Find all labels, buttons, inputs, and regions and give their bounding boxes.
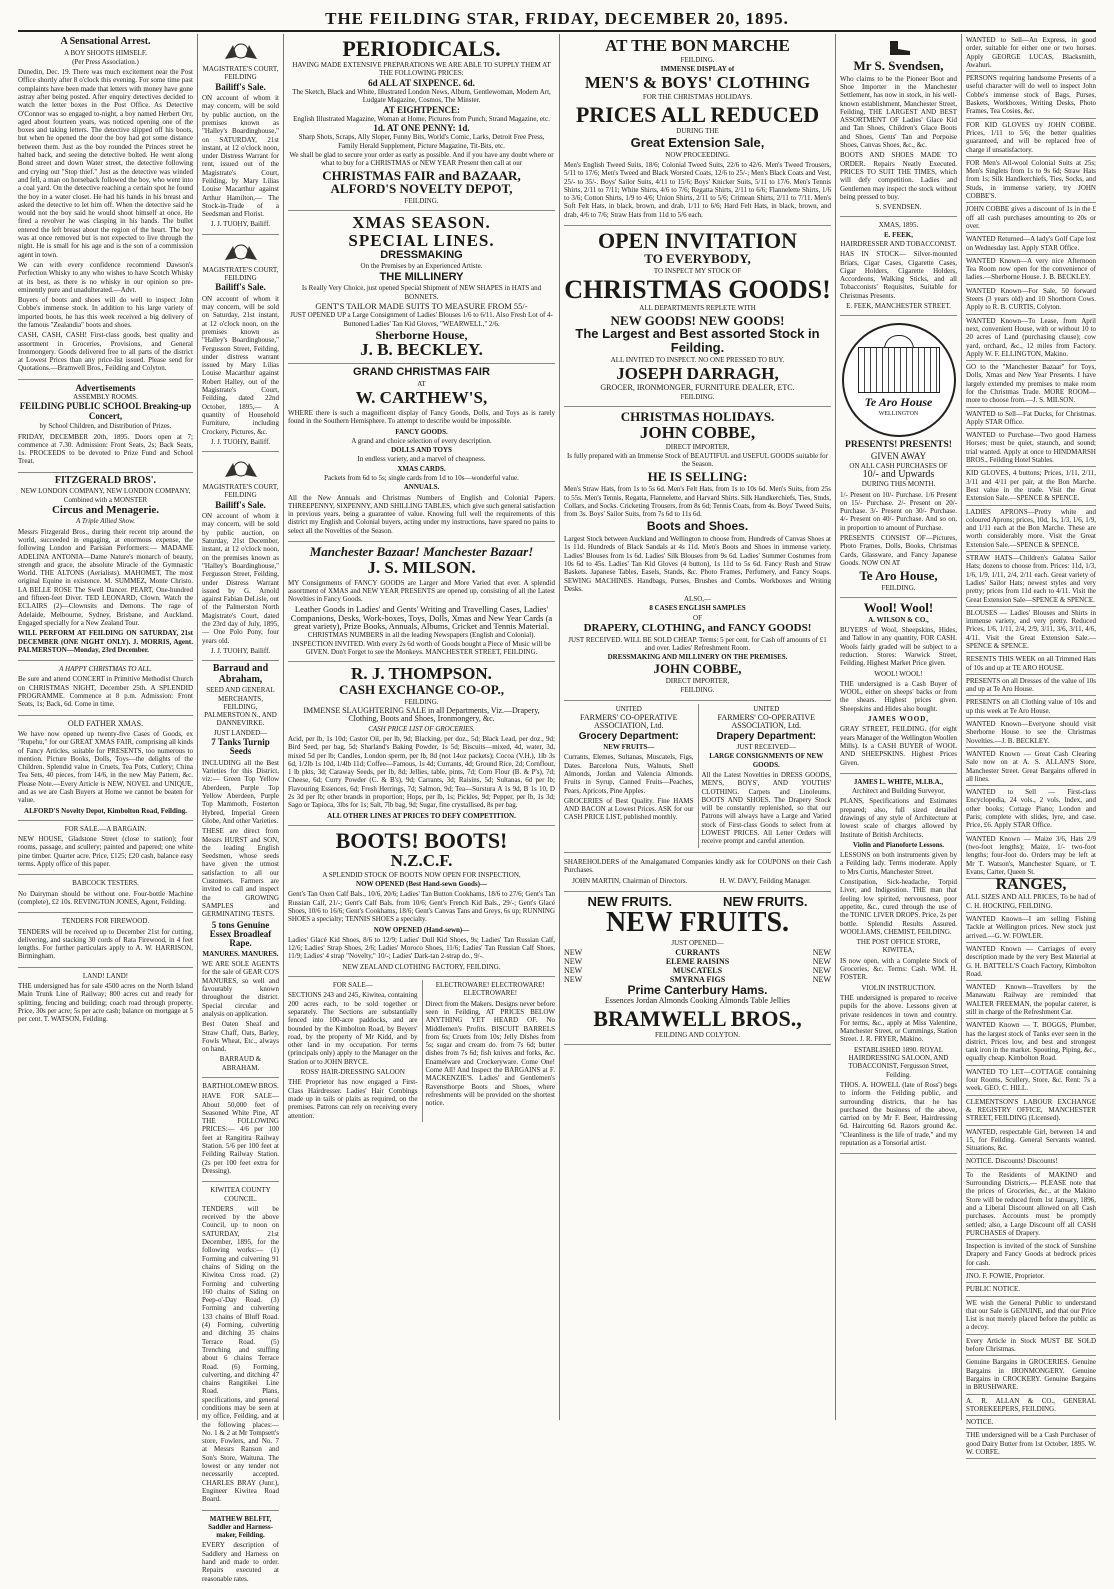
bon-town: FEILDING. [680,55,715,64]
beckley-name: J. B. BECKLEY. [360,340,483,360]
boots-body: Largest Stock between Auckland and Wellington to choose from. Hundreds of Canvas Shoes at 1s 11d. Hundreds of Black Sandals at 4s 11d. Men's Boots and Shoes in immense variety. Ladies' Blouses from 1s 6d. Ladies' Silk Blouses from 9s 6d. Ladies' Summer Costumes from 10s 6d to 45s. Ladies' Tan Kid Gloves (4 button), 1s 11d to 5s 6d. Fancy Rush and Straw Baskets. Japanese Tables, Easels, Stands, &c. Photo Frames, Perfumery, and Fancy Soaps. SEWING MACHINES. Handbags, Purses, Brushes and Combs. Workboxes and Writing Desks. [564,535,831,593]
dolls-toys: DOLLS AND TOYS [391,446,452,455]
prices-reduced: PRICES ALL REDUCED [575,101,820,127]
periodicals-glad: We shall be glad to secure your order as early as possible. And if you have any doubt where or what to buy for a CHRISTMAS or NEW YEAR Present then call at our [289,151,554,168]
classified-ad: KID GLOVES, 4 buttons; Prices, 1/11, 2/11, 3/11 and 4/11 per pair, at the Bon Marche. Best value in the trade. Visit the Great Extension Sale.—SPENCE & SPENCE. [966,467,1096,505]
john-martin: JOHN MARTIN, Chairman of Directors. [572,877,688,886]
xmas-fair: CHRISTMAS FAIR and BAZAAR, [322,167,521,183]
fitzgerald-tag: A Triple Allied Show. [75,517,136,526]
svendsen-sign: S. SVENDSEN. [875,203,922,212]
cash-exchange: CASH EXCHANGE CO-OP., [339,682,504,698]
dolls-sub: In endless variety, and a marvel of cheapness. [357,455,486,464]
cards-sub: Packets from 6d to 5s; single cards from 1d to 10s—wonderful value. [324,474,519,482]
sale-1: ON account of whom it may concern, will be sold by public auction, on the premises known as "Halley's Boardinghouse," on SATURDAY, 21st instant, at 12 o'clock noon, under Distress Warrant for rent, issued out of the Magistrate's Court, Feilding, by Mary Lilias Louise Macarthur against Arthur Hamilton,— The Stock-in-Trade of a Seedsman and Florist. [202,94,279,219]
wool-body: THE undersigned is a Cash Buyer of WOOL, either on sheeps' backs or from the shears. Highest prices given. Sheepskins and Hides also bought. [840,679,957,713]
fitzgerald-date: WILL PERFORM AT FEILDING ON SATURDAY, 21st DECEMBER (ONE NIGHT ONLY). J. MORRIS, Agent. PALMERSTON—Monday, 23rd December. [18,629,193,654]
also: ALSO,— [683,595,712,604]
saddler-body: EVERY description of Saddlery and Harness on hand and made to order. Repairs executed at reasonable rates. [202,1541,279,1583]
column-2 [198,34,284,1583]
sign-3: J. J. TUOHY, Bailiff. [210,646,271,655]
classified-ad: LADIES APRONS—Pretty white and coloured Aprons; prices, 10d, 1s, 1/3, 1/6, 1/9, and 1/11 each at the Bon Marche. These are worth considerably more. Visit the Great Extension Sale.—SPENCE & SPENCE. [966,506,1096,552]
bottom-split [288,977,555,1122]
oaten-body: Best Oaten Sheaf and Straw Chaff, Oats, Barley, Fowls Wheat, Etc., always on hand. [202,1020,279,1054]
direct-importer-2: DIRECT IMPORTER, [665,677,730,686]
classified-ad: PRESENTS on all Dresses of the value of 10s and up at Te Aro House. [966,675,1096,697]
drapery-clothing: DRAPERY, CLOTHING, and FANCY GOODS! [583,622,812,635]
xmas-1895: XMAS, 1895. [878,221,919,230]
classified-ad: WANTED Known—A very nice Afternoon Tea Room now open for the convenience of ladies.—Sherborne House. J. B. BECKLEY. [966,255,1096,285]
just-received-2: JUST RECEIVED— [736,743,796,752]
classified-ad: FOR KID GLOVES try JOHN COBBE. Prices, 1/11 to 5/6; the better qualities guaranteed, and will be replaced free of charge if unsatisfactory. [966,119,1096,157]
advertisements-head: Advertisements [75,382,136,393]
classified-ads [966,34,1096,1459]
special-lines: SPECIAL LINES. [348,231,495,251]
milson-numbers: CHRISTMAS NUMBERS in all the leading Newspapers (English and Colonial). INSPECTION INVITED. With every 2s 6d worth of Goods bought a Piece of Music will be GIVEN. Don't Forget to see the Monkeys. MANCHESTER STREET, FEILDING. [292,631,551,656]
carthew-body: WHERE there is such a magnificent display of Fancy Goods, Dolls, and Toys as is rarely found in the Southern Hemisphere. To attempt to describe would be impossible. [288,408,555,426]
classified-ad: WANTED Known — Great Cash Clearing Sale now on at A. S. ALLAN'S Store, Manchester Street. Great Bargains offered in all lines. [966,748,1096,786]
of: OF [693,613,702,622]
dressmaking-sub: On the Premises by an Experienced Artiste. [360,262,483,271]
fruit-row-eleme: NEW ELEME RAISINS NEW [564,956,831,966]
svendsen-body: Who claims to be the Pioneer Boot and Shoe Importer in the Manchester Settlement, has now in stock, in his well-known establishment, Manchester Street, Feilding, THE LARGEST AND BEST ASSORTMENT OF Ladies' Glace Kid and Tan Shoes, Children's Glace Boots and Shoes, Gents' Tan and Porpoise Shoes, Canvas Shoes, &c., &c. [840,74,957,150]
barraud-sub: SEED AND GENERAL MERCHANTS, FEILDING, PALMERSTON N., AND DANNEVIRKE. [204,686,277,728]
svendsen-name: Mr S. Svendsen, [853,58,944,73]
boot-icon [884,39,914,57]
column-1 [14,34,198,1420]
te-aro-house-logo: Te Aro House WELLINGTON [842,323,956,437]
slaughter-sale: IMMENSE SLAUGHTERING SALE in all Departments, Viz.—Drapery, Clothing, Boots and Shoes, Ironmongery, &c. [303,706,540,724]
classified-ad: PUBLIC NOTICE. [966,1283,1096,1296]
feek-name: E. FEEK, [884,230,913,239]
masthead: THE FEILDING STAR, FRIDAY, DECEMBER 20, 1895. [18,8,1096,32]
penny-body: Sharp Shots, Scraps, Ally Sloper, Funny Bits, World's Comic, Larks, Detroit Free Press, Family Herald Supplement, Picture Magazine, Tit-Bits, etc. [298,133,545,150]
classified-ad: PERSONS requiring handsome Presents of a useful character will do well to inspect John Cobbe's immense stock of Bags, Purses, Baskets, Workboxes, Writing Desks, Photo Frames, Tea Cosies, &c. [966,72,1096,118]
classified-ad: To the Residents of MAKINO and Surrounding Districts,— PLEASE note that the prices of Groceries, &c., at the Makino Store will be reduced from 1st January, 1896, and a Liberal Discount allowed on all Cash purchases. Accounts must be promptly settled; also, a Large Discount off all CASH PURCHASES of Drapery. [966,1169,1096,1240]
just-opened: JUST OPENED UP a Large Consignment of Ladies' Blouses 1/6 to 6/11. Also Fresh Lot of 4-Buttoned Ladies' Tan Kid Gloves, "WEARWELL," 2/6. [290,311,553,328]
periodicals-intro: HAVING MADE EXTENSIVE PREPARATIONS WE ARE ABLE TO SUPPLY THEM AT THE FOLLOWING PRICES: [292,61,551,78]
penny-head: 1d. AT ONE PENNY: 1d. [373,123,470,134]
classified-ad: FOR Men's All-wool Colonial Suits at 25s; Men's Singlets from 1s to 9s 6d; Straw Hats from 1s; Silk Handkerchiefs, Ties, Socks, and Studs, in immense variety, try JOHN COBBE'S. [966,157,1096,203]
royal-body: THOS. A. HOWELL (late of Ross') begs to inform the Feilding public, and surrounding districts, that he has purchased the business of the above, carried on by Mr F. Beer, Hairdressing 6d. Haircutting 6d. Razors ground &c. "Cleanliness is the life of trade," and my reputation as a Tonsorial artist. [840,1080,957,1147]
wool-head-2: WOOL! WOOL! [874,669,923,678]
selling-list: Men's Straw Hats, from 1s to 5s 6d. Men's Felt Hats, from 1s to 10s 6d. Men's Suits, from 25s to 55s. Men's Tennis, Regatta, Flannelette, and Harvard Shirts. Silk Handkerchiefs, Ties, Studs, Collars, and Socks. Cricketing Trousers, from 8s 6d; Tennis Coats, from 4s. Boys' Tweed Suits, from 3s. Boys' Sailor Suits, from 7s 6d to 11s 6d. [564,485,831,519]
rape-head: 5 tons Genuine Essex Broadleaf Rape. [209,919,272,949]
court-head-3: MAGISTRATE'S COURT, FEILDING [202,483,279,500]
turnip-head: 7 Tanks Turnip Seeds [211,737,270,757]
cobbe-name: JOHN COBBE, [639,422,756,442]
te-aro-town: FEILDING. [881,583,916,592]
millinery-head: THE MILLINERY [379,270,464,283]
for-xmas: FOR THE CHRISTMAS HOLIDAYS. [642,93,753,102]
fruit-row-muscatels: NEW MUSCATELS NEW [564,965,831,975]
sections-forsale: FOR SALE— [332,981,373,990]
gents-suits: GENT'S TAILOR MADE SUITS TO MEASURE FROM 55/- [315,300,528,311]
eightpence-body: English Illustrated Magazine, Woman at Home, Pictures from Punch, Strand Magazine, etc. [293,114,550,123]
classified-ad: WANTED Known—Everyone should visit Sherborne House to see the Christmas Novelties.—J. B. BECKLEY. [966,718,1096,748]
white-body: PLANS, Specifications and Estimates prepared; also, full sized detailed drawings of any style of Architecture at lowest scale of charges allowed by Institute of British Architects. [840,797,957,839]
immense-display: IMMENSE DISPLAY of [660,65,735,74]
land-head: LAND! LAND! [82,971,129,980]
presents-head: PRESENTS! PRESENTS! [845,440,952,451]
violin-instr-head: VIOLIN INSTRUCTION. [861,983,936,992]
just-landed: JUST LANDED— [213,728,268,737]
cobbe-intro: Is fully prepared with an Immense Stock of BEAUTIFUL and USEFUL GOODS suitable for the Season. [567,452,828,469]
classified-ad: NOTICE. [966,1416,1096,1429]
largest-stock: The Largest and Best assorted Stock in Feilding. [575,326,820,355]
classified-ad: JNO. F. FOWIE, Proprietor. [966,1270,1096,1283]
ross-head: ROSS' HAIR-DRESSING SALOON [300,1068,405,1077]
classified-ad: A. R. ALLAN & CO., GENERAL STOREKEEPERS, FEILDING. [966,1395,1096,1417]
darragh-sub: GROCER, IRONMONGER, FURNITURE DEALER, ETC. [600,382,795,392]
farmers-2: FARMERS' CO-OPERATIVE ASSOCIATION, Ltd. [717,713,816,731]
milson-leather: Leather Goods in Ladies' and Gents' Writing and Travelling Cases, Ladies' Companions, Desks, Work-boxes, Toys, Dolls, Xmas and New Year Cards (a great variety), Prize Books, Annuals, Albums, Cricket and Tennis Material. [290,604,553,632]
alford-sign: ALFORD'S Novelty Depot, Kimbolton Road, Feilding. [24,806,187,815]
boots-head: BOOTS! BOOTS! [335,827,508,853]
milson-name: J. S. MILSON. [367,557,476,577]
bon-marche: AT THE BON MARCHE [605,36,790,55]
darragh-name: JOSEPH DARRAGH, [616,363,779,383]
united-2: UNITED [753,704,780,713]
essences-row: Essences Jordan Almonds Cooking Almonds Table Jellies [604,996,791,1006]
drapery-dept: Drapery Department: [716,730,816,742]
classified-ad: WANTED Known—To Lease, from April next, convenient House, with or without 10 to 20 acres of Land (purchasing clause); cow yard, orchard, &c., 12 miles from Factory. Apply W. F. ELLINGTON, Makino. [966,315,1096,361]
mens-clothing: MEN'S & BOYS' CLOTHING [584,73,811,93]
new-fruits-big: NEW FRUITS. [605,907,790,939]
classified-ad: GO to the "Manchester Bazaar" for Toys, Dolls, Xmas and New Year Presents. I have largely extended my premises to make room for the Christmas Trade. MORE ROOM—more to choose from.—J. S. MILSON. [966,361,1096,407]
classified-ad: WE wish the General Public to understand that our Sale is GENUINE, and that our Price List is not merely placed before the public as a decoy. [966,1297,1096,1335]
manures-body: WE ARE SOLE AGENTS for the sale of GEAR CO'S MANURES, so well and favourably known throughout the district. Special circular and analysis on application. [202,960,279,1018]
te-aro-house: Te Aro House, [859,568,938,584]
cobbe-town: FEILDING. [680,686,715,695]
timber-body: HAVE FOR SALE— About 50,000 feet of Seasoned White Pine, AT THE FOLLOWING PRICES:— 4/6 per 100 feet at Rangitira Railway Station. 5/6 per 100 feet at Feilding Railway Station. (2s per 100 feet extra for Dressing). [202,1092,279,1175]
school-title: FEILDING PUBLIC SCHOOL Breaking-up Concert, [19,401,192,421]
wilson-name: A. WILSON & CO., [868,615,929,624]
price-list-head: CASH PRICE LIST OF GROCERIES. [368,724,475,733]
bailiff-head-3: Bailiff's Sale. [215,499,266,510]
classified-ad: STRAW HATS—Children's Galatea Sailor Hats; dozens to choose from. Prices: 11d, 1/3, 1/6, 1/9, 1/11, 2/4, 2/11 each. Great variety of Ladies' Sailor Hats; newest styles and very pretty; prices from 11d each to 4/11. Visit the Great Extension Sale—SPENCE & SPENCE. [966,552,1096,607]
kiwitea-head: KIWITEA COUNTY COUNCIL. [210,1186,271,1203]
fancy-sub: A grand and choice selection of every description. [351,436,492,445]
now-proceeding: NOW PROCEEDING. [665,150,730,159]
electro-head: ELECTROWARE! ELECTROWARE! ELECTROWARE! [435,981,545,998]
annuals-head: ANNUALS. [403,483,440,492]
nzcf-list-2: Ladies' Glacé Kid Shoes, 8/6 to 12/9; Ladies' Dull Kid Shoes, 9s; Ladies' Tan Russian Calf, 12/6; Ladies' Strap Shoes, 2/6; Ladies' Moroco Shoes, 11/6; Ladies' Tan Russian Calf Shoes, 11/9; Ladies' 4 strap "Novelty," 10/-; Ladies' Dark-tan 2-strap do., 9/-. [288,935,555,961]
classified-ad: PRESENTS on all Clothing value of 10s and up this week at Te Aro House. [966,696,1096,718]
violin-head: Violin and Pianoforte Lessons. [852,840,945,849]
new-fruits-label: NEW FRUITS— [603,743,655,752]
classified-ad: WANTED to Sell—Fat Ducks, for Christmas. Apply STAR Office. [966,408,1096,430]
arrest-assoc: (Per Press Association.) [72,57,139,66]
all-lines: ALL OTHER LINES AT PRICES TO DEFY COMPETITION. [327,811,516,820]
bartholomew-head: BARTHOLOMEW BROS. [202,1082,279,1090]
royal-arms-icon [221,457,261,481]
large-consignments: LARGE CONSIGNMENTS OF NEW GOODS. [709,752,824,769]
dressmaking-premises: DRESSMAKING AND MILLINERY ON THE PREMISES. [607,653,788,662]
on-all-cash: ON ALL CASH PURCHASES OF [849,461,948,470]
fitzgerald-body: Messrs Fitzgerald Bros., during their recent trip around the world, succeeded in engaging, at enormous expense, the following London and Parisian Performers:— MADAME ADELINA ANTONIA—Dame Nature's monarch of beauty, strength and grace, the absolute Miracle of the Gymnastic World. THE ALTONS (Aerialists). MAHOMET, The most original Equine in existence. M. SUMMEZ, Monte Christo. LA BELLE ROSE The Swell Dancer. PEART, One-hundred and fifteen-feet Diver. TED LEONARD, Clown. Watch the ECLAIRS (2)—Clownsits and Demons. The rage of Adelaide, Melbourne, Sydney, Brisbane, and Auckland. Engaged specially for a New Zealand Tour. [18,527,193,627]
column-6 [962,34,1100,1457]
drapery-body: All the Latest Novelties in DRESS GOODS, MEN'S, BOYS', AND YOUTHS' CLOTHING. Carpets and Linoleums. BOOTS AND SHOES. The Drapery Stock will be constantly replenished, so that our Patrons will always have a Large and Varied stock of First-class Goods to select from at LOWEST PRICES. All Letter Orders will receive prompt and careful attention. [701,770,831,846]
farmers-1: FARMERS' CO-OPERATIVE ASSOCIATION, Ltd. [579,713,678,731]
alford-depot: ALFORD'S NOVELTY DEPOT, [330,181,513,197]
cash-para: CASH, CASH, CASH! First-class goods, best quality and assortment in Groceries, Provisions, and General Ironmongery. Goods delivered free to all parts of the district at Lowest Prices than any price-list issued. Please send for Quotations.—Bramwell Bros., Feilding and Colyton. [18,331,193,373]
cobbe-name-2: JOHN COBBE, [653,661,742,677]
royal-arms-icon [221,39,261,63]
direct-importer: DIRECT IMPORTER, [665,442,730,451]
all-departments: ALL DEPARTMENTS REPLETE WITH [639,304,756,313]
sixpence-head: 6d ALL AT SIXPENCE. 6d. [368,77,475,88]
classified-ad: Genuine Bargains in GROCERIES. Genuine Bargains in IRONMONGERY. Genuine Bargains in CROCKERY. Genuine Bargains in BRUSHWARE. [966,1356,1096,1394]
christmas-goods: CHRISTMAS GOODS! [564,275,831,305]
price-list: Acid, per lb, 1s 10d; Castor Oil, per lb, 9d; Blacking, per doz., 5d; Black Lead, per doz., 9d; Bird Seed, per bag, 5d; Sharland's Baking Powder, 1s 5d; Biscuits—mixed, 4d, water, 3d, mixed 5d per lb; Candles, London sperm, per lb, 8d (not 14oz packets); Cocoa (V.H.), 1lb 3s 6d, 1/2lb 1s 10d, 1/4lb 11d; Coffee—Famous, 1s 4d; Currants, 4d; Ground Rice, 2d; Cornflour, 1 lb pkts, 3d; Caraway Seeds, per lb, 8d; Jellies, table, pints, 7d; Corn Flour (B. & P's), 7d; Cheese, 6d; Curry Powder (C. & B's), 9d; Carrants, 3d; Raisins, 5d; Sultanas, 6d per lb; Flavouring Essences, 6d; Fresh Herrings, 7d; Salmon, 9d; Tea—Surstura A 1s 9d, B 1s 10, D 2s 3d per lb; other brands in proportion; Hops, per lb, 1s; Pickles, 9d; Pepper, per lb, 1s 3d; Sago or Tapioca, 3lbs for 1s; Salt, 7lb bag, 9d; Sugar, fine crystallised, 8s per bag. [288,734,555,810]
millinery-sub: Is Really Very Choice, just opened Special Shipment of NEW SHAPES in HATS and BONNETS. [301,284,542,301]
fruit-row-smyrna: NEW SMYRNA FIGS NEW [564,974,831,984]
thompson-town: FEILDING. [404,697,439,706]
post-head: THE POST OFFICE STORE, KIWITEA, [856,938,941,955]
feek-body: HAS IN STOCK— Silver-mounted Briars, Cigar Cases, Cigarette Cases, Cigar Holders, Cigarette Holders, Accordeons, Walking Sticks, and all Tobacconists' Requisites, Suitable for Christmas Presents. [840,250,957,300]
violin-body: LESSONS on both instruments given by a Feilding lady. Terms moderate. Apply to Mrs Curtis, Manchester Street. [840,851,957,876]
bramwell-sub: FEILDING AND COLYTON. [655,1030,740,1039]
darragh-town: FEILDING. [680,392,715,401]
svendsen-repairs: BOOTS AND SHOES MADE TO ORDER. Repairs Neatly Executed. PRICES TO SUIT THE TIMES, which will defy competition. Ladies and Gentlemen may inspect the stock without being pressed to buy. [840,151,957,201]
boots-and-shoes: Boots and Shoes. [646,519,749,534]
during-the: DURING THE [676,126,719,135]
post-body: IS now open, with a Complete Stock of Groceries, &c. Terms: Cash. WM. H. FOSTER. [840,956,957,982]
classified-ad: RESENTS THIS WEEK on all Trimmed Hats of 10s and up at TE ARO HOUSE. [966,653,1096,675]
during-month: DURING THIS MONTH. [861,480,936,489]
classified-ad: WANTED Known — Maize 3/6, Hats 2/9 (two-foot lengths); Maize, 1/- two-foot lengths; four-foot do. Orders may be left at Mr T. Watson's, Manchester Square, or T. Evans, Carter, Queen St. [966,833,1096,879]
hw-davy: H. W. DAVY, Feilding Manager. [719,877,811,886]
fitzgerald-company: NEW LONDON COMPANY, NEW LONDON COMPANY, Combined with a MONSTER [20,487,191,504]
hurst-body: THESE are direct from Messrs HURST and SON, the leading English Seedsmen, whose seeds have given the utmost satisfaction to all our Customers. Farmers are invited to call and inspect the GROWING SAMPLES and GERMINATING TESTS. [202,827,279,919]
nzcf-list-1: Gent's Tan Oxen Calf Bals., 10/6, 20/6; Ladies' Tan Button Cookhams, 18/6 to 27/6; Gent's Tan Russian Calf, 21/-; Gent's Calf Bals. from 10/6; Gent's French Kid Bals., 29/-; Gent's Glacé Shoes, 10/6 to 16/6; Gent's Cookhams, 18/6; Gent's Canvas Tans and Greys, 6s up; RUNNING SHOES a specialty; TENNIS SHOES a specialty. [288,890,555,924]
classified-ad: WANTED, respectable Girl, between 14 and 15, for Feilding. General Servants wanted. Situations, &c. [966,1126,1096,1156]
eight-cases: 8 CASES ENGLISH SAMPLES [649,604,746,613]
periodicals-title: PERIODICALS. [342,36,501,61]
classified-ad: CLEMENTSON'S LABOUR EXCHANGE & REGISTRY OFFICE, MANCHESTER STREET, FEILDING (Licensed). [966,1096,1096,1126]
feek-sign: E. FEEK, MANCHESTER STREET. [846,302,951,311]
classified-ad: Every Article in Stock MUST BE SOLD before Christmas. [966,1335,1096,1357]
bon-body: Men's English Tweed Suits, 18/6; Colonial Tweed Suits, 22/6 to 42/6. Men's Tweed Trousers, 5/11 to 17/6; Men's Tweed and Black Worsted Coats, 12/6 to 25/-; Men's Black Coats and Vest, 25/- to 35/-. Boys' Sailor Suits, 4/11 to 15/6; Boys' Knicker Suits, 5/11 to 17/6. Men's Tennis Shirts, 2/11 to 7/11; White Shirts, 4/6 to 7/6; Regatta Shirts, 2/11 to 6/6; Flannelette Shirts, 1/6 to 3/6; Cotton Shirts, 1/9 to 4/6; Union Shirts, 2/11 to 5/6; Crimean Shirts, 2/11 to 7/11. Men's Soft Felt Hats, in black, brown, and drab, 1/11 to 6/6; Hard Felt Hats, in black, brown, and drab, 4/6 to 7/6; Straw Hats from 11d to 5/6 each. [564,160,831,219]
classified-ad: RANGES, [995,876,1067,894]
classified-ad: WANTED Returned—A lady's Golf Cape lost on Wednesday last. Apply STAR Office. [966,233,1096,255]
feek-sub: HAIRDRESSER AND TOBACCONIST. [840,239,957,248]
fruit-row-currants: NEW CURRANTS NEW [564,947,831,957]
eightpence-head: AT EIGHTPENCE: [383,104,460,115]
classified-ad: JOHN COBBE gives a discount of 1s in the £ off all cash purchases amounting to 20s or over. [966,203,1096,233]
column-3 [284,34,560,1420]
classified-ad: WANTED Known — T. BOGGS, Plumber, has the largest stock of Tanks ever seen in the district. Prices low, and best and strongest tank iron in the market. Spouting, Piping, &c., equally cheap. Kimbolton Road. [966,1019,1096,1065]
school-date: FRIDAY, DECEMBER 20th, 1895. Doors open at 7; commence at 7.30. Admission: Front Seats, 2s; Back Seats, 1s. PROCEEDS to be devoted to Prize Fund and School Treat. [18,432,193,466]
new-fruits-2: NEW FRUITS. [723,893,808,909]
bailiff-head-2: Bailiff's Sale. [215,282,266,293]
wood-name: JAMES WOOD, [867,715,930,724]
wood-body: GRAY STREET, FEILDING. (for eight years Manager of the Wellington Woollen Mills). Is a CASH BUYER of WOOL AND SHEEPSKINS. Highest Prices Given. [840,725,958,767]
now-opened-1: NOW OPENED (Best Hand-sewn Goods)— [356,880,487,889]
arrest-body: Dunedin, Dec. 19. There was much excitement near the Post Office shortly after 8 o'clock this evening. For some time past complaints have been made that letters with money have gone astray after being posted. After enquiry detectives decided to watch the letter boxes in the Post Office. As Detective O'Connor was so engaged to-night, a boy named Herbert Orr, aged about fourteen years, was noticed opening one of the boxes and taking letters. The detective slipped off his boots, but when he opened the door the boy had got some distance between them. Just as the boy rounded the Princes street he halted back, and seeing the detective bolted. He went along Bond street and down Water street, the detective following and crying out "Stop thief." Just as the detective was winded and fell, a man on horseback followed the boy, who went into a coal yard. On the detective reaching a certain spot he found the boy in a water closet. He had his hands in his breast and asked the detective to let him off. When the detective said he would not the boy said he would shoot himself at once. He fired a revolver he was clasping in his hands. The bullet entered the left breast about the region of the heart. The boy was at once removed but is not expected to live through the night. He is small for his age and is the son of a commission agent in town. [18,68,193,259]
annuals-body: All the New Annuals and Christmas Numbers of English and Colonial Papers. THREEPENNY, SIXPENNY, AND SHILLING TABLES, which give such general satisfaction in previous years, being a guarantee of value. Knowing full well the requirements of this district my English and Colonial buyers, acting under my instructions, have spared no pains to select all the Novelties of the Season. [288,493,555,535]
ross-body: THE Proprietor has now engaged a First-Class Hairdresser. Ladies' Hair Combings made up in tails or plaits as required, on the premises. Patrons can rely on receiving every attention. [288,1078,418,1120]
nzcf-name: N.Z.C.F. [390,850,453,870]
classified-ad: ALL SIZES AND ALL PRICES, To be had of C. H. HOCKING, FEILDING. [966,891,1096,913]
classified-ad: NOTICE. Discounts! Discounts! [966,1155,1096,1168]
tonic-body: Constipation, Sick-headache, Torpid Liver, and Indigestion. THE man that feeling low spirited, nervousness, poor appetite, &c., cured through the use of the TONIC LIVER DROPS. Price, 2s per bottle. Splendid Results Assured. WOOLLAMS, CHEMIST, FEILDING. [840,878,957,936]
nzcf-factory: NEW ZEALAND CLOTHING FACTORY, FEILDING. [342,962,501,971]
arrest-subtitle: A BOY SHOOTS HIMSELF. [64,48,147,57]
classified-ad: WANTED Known—Travellers by the Manawatu Railway are reminded that WALTER FREEMAN, the popular caterer, is still in charge of the Refreshment Car. [966,981,1096,1019]
classified-ad: WANTED to Sell—An Express, in good order, suitable for either one or two horses. Apply GEORGE LUCAS, Blacksmith, Awahuri. [966,34,1096,72]
barraud-sign: BARRAUD & ABRAHAM. [219,1055,262,1072]
just-received: JUST RECEIVED. WILL BE SOLD CHEAP. Terms: 5 per cent. for Cash off amounts of £1 and over. Ladies' Refreshment Room. [568,635,827,652]
tenders-head: TENDERS FOR FIREWOOD. [61,917,150,926]
canterbury-hams: Prime Canterbury Hams. [627,982,768,997]
classified-ad: THE undersigned will be a Cash Purchaser of good Dairy Butter from 1st October, 1895. W. W. CORFE. [966,1429,1096,1459]
classified-ad: Inspection is invited of the stock of Sunshine Drapery and Fancy Goods at bedrock prices for cash. [966,1240,1096,1270]
grocery-dept: Grocery Department: [578,730,679,742]
dressmaking-head: DRESSMAKING [380,248,463,261]
manchester-bazaar: Manchester Bazaar! Manchester Bazaar! [309,544,534,560]
sign-1: J. J. TUOHY, Bailiff. [210,220,271,229]
kiwitea-body: TENDERS will be received by the above Council, up to noon on SATURDAY, 21st December, 1895, for the following works:— (1) Forming and culverting 91 chains of Siding on the Kiwitea Cross road. (2) Forming and culverting 160 chains of Siding on Peep-o'-Day Road. (3) Forming and culverting 133 chains of Bluff Road. (4) Forming, culverting and ditching 35 chains Terrace Road. (5) Trenching and stuffing about 6 chains Terrace Road. (6) Forming, culverting, and ditching 47 chains Rangitikei Line Road. Plans, specifications, and general conditions may be seen at my office, Feilding, and at the following places:— No. 1 & 2 at Mr Tompsett's store, Fowlers, and No. 7 at Messrs Ranson and Son's Store, Waituna. The lowest or any tender not necessarily accepted. CHARLES BRAY (Junr.), Engineer Kiwitea Road Board. [202,1204,279,1504]
grand-fair: GRAND CHRISTMAS FAIR [353,366,490,379]
classified-ad: WANTED TO LET—COTTAGE containing four Rooms, Scullery, Store, &c. Rent: 7s a week. GEO. C. HILL. [966,1066,1096,1096]
court-head-1: MAGISTRATE'S COURT, FEILDING [202,65,279,82]
given-away: GIVEN AWAY [870,451,927,462]
white-sub: Architect and Building Surveyor, [851,787,946,796]
sherborne-house: Sherborne House, [375,327,468,342]
wilson-body: BUYERS of Wool, Sheepskins, Hides, and Tallow in any quantity, FOR CASH. Wools fairly graded will be subject to a reduction. Stores: Warwick Street, Feilding. Highest Market Price given. [840,626,957,668]
fitzgerald-title: FITZGERALD BROS'. [54,474,157,486]
new-fruits-1: NEW FRUITS. [587,893,672,909]
now-opened-2: NOW OPENED (Hand-sewn)— [373,925,470,934]
thompson-name: R. J. THOMPSON. [351,664,492,684]
to-inspect: TO INSPECT MY STOCK OF [653,266,742,275]
classified-ad: BLOUSES — Ladies' Blouses and Shirts in immense variety, and very pretty. Reduced Prices, 1/6, 1/11, 2/4, 2/9, 3/11, 3/6, 3/11, 4/6, 4/11. Visit the Great Extension Sale.—SPENCE & SPENCE. [966,607,1096,653]
electro-body: Direct from the Makers. Designs never before seen in Feilding, AT PRICES BELOW ANYTHING YET HEARD OF. No Middlemen's Profits. BISCUIT BARRELS from 6s; Cruets from 10s; Jelly Dishes from 5s; sugar and cream do. from 7s 6d; butter dishes from 7s 6d; fish knives and forks, &c. Enamelware and Crockeryware. Come One! Come All! And Inspect the BARGAINS at F. MACKENZIE'S. Ladies' and Gentlemen's Ravensthorpe Boots and Shoes, where refreshments will be provided on the shortest notice. [425,999,555,1108]
violin-instr-body: THE undersigned is prepared to receive pupils for the above. Lessons given at private residences in town and country. For terms, &c., apply at Miss Valentine, Manchester Street, or Cummings, Station Street. J. R. FRYER, Makino. [840,993,957,1044]
happy-xmas-body: Be sure and attend CONCERT in Primitive Methodist Church on CHRISTMAS NIGHT, December 25th. A SPLENDID PROGRAMME. Commence at 8 p.m. Admission: Front Seats, 1s; Back, 6d. Come in time. [18,675,193,709]
babcock-body: No Dairyman should be without one. Four-bottle Machine (complete), £2 10s. REVINGTON JONES, Agent, Feilding. [18,889,193,906]
column-4 [560,34,836,1420]
xmas-season: XMAS SEASON. [352,213,491,233]
manures-head: MANURES. MANURES. [202,949,279,958]
tenders-body: TENDERS will be received up to December 21st for cutting, delivering, and stacking 30 cords of Rata Firewood, in 4 feet lengths. For further particulars apply to A. W. HARRISON, Birmingham. [18,927,193,961]
sale-2: ON account of whom it may concern, will be sold on Saturday, 21st instant, at 12 o'clock noon, on the premises known as "Halley's Boardinghouse," Fergusson Street, Feilding, under distress warrant issued by Mary Lilias Louise Macarthur against Robert Halley, out of the Magistrate's Court, Feilding, dated 22nd October, 1895,— A quantity of Household Furniture, including Crockery, Pictures, &c. [202,294,279,436]
milson-body: MY Consignments of FANCY GOODS are Larger and More Varied that ever. A splendid assortment of XMAS and NEW YEAR PRESENTS are opened up, consisting of all the Latest Novelties in Fancy Goods. [288,578,555,604]
great-extension: Great Extension Sale, [630,134,765,150]
new-goods: NEW GOODS! NEW GOODS! [610,312,785,328]
sixpence-body: The Sketch, Black and White, Illustrated London News, Album, Gentlewoman, Modern Art, Ludgate Magazine, Cosmos, The Minster. [292,87,551,105]
school-sub: by School Children, and Distribution of Prizes. [39,422,172,431]
royal-arms-icon [221,240,261,264]
presents-consist: PRESENTS CONSIST OF—Pictures, Photo Frames, Dolls, Books, Christmas Cards, Glassware, and Fancy Japanese Goods. NOW ON AT [840,534,957,567]
shareholders: SHAREHOLDERS of the Amalgamated Companies kindly ask for COUPONS on their Cash Purchases. [564,857,831,874]
classified-ad: WANTED Known—I am selling Fishing Tackle at Wellington prices. New stock just arrived.—G. W. FOWLER. [966,913,1096,943]
fruits-body: Currants, Elemes, Sultanas, Muscatels, Figs, Dates. Barcelona Nuts, Walnuts, Shell Almonds, Jordan and Valencia Almonds. Fruits in Syrup, Canned Fruits—Peaches, Pears, Apricots, Pine Apples. [564,753,694,795]
xmas-cards: XMAS CARDS. [397,464,446,473]
forsale-body: NEW HOUSE, Gladstone Street (close to station); four rooms, passage, and scullery; painted and papered; one white pine timber. Quarter acre. Price, £125; £20 cash, balance easy terms. Apply office of this paper. [18,835,193,869]
court-head-2: MAGISTRATE'S COURT, FEILDING [202,265,279,283]
classified-ad: WANTED to Purchase—Two good Harness Horses; must be quiet, staunch, and sound; trial wanted. Apply at once to HINDMARSH BROS., Feilding Hotel Stables. [966,429,1096,467]
sign-2: J. J. TUOHY, Bailiff. [210,437,271,446]
forsale-head: FOR SALE.—A BARGAIN. [64,824,147,833]
turnip-body: INCLUDING all the Best Varieties for this District, viz:— Green Top Yellow Aberdeen, Purple Top Yellow Aberdeen, Purple Top Mammoth, Fosterton Hybred, Imperial Green Globe, And other Varieties. [202,758,279,825]
just-opened: JUST OPENED— [671,938,724,947]
assembly-rooms: ASSEMBLY ROOMS. [73,393,138,402]
white-name: JAMES L. WHITE, M.I.B.A., [853,777,944,786]
sections-body: SECTIONS 243 and 245, Kiwitea, containing 200 acres each, to be sold together or separately. The Sections are substantially fenced into 100-acre paddocks, and are bounded by the Kimbolton Road, by Beyers' road, by the property of Mr Kidd, and by other land in my occupation. For terms (principals only) apply to the Manager on the Station or to JOHN BRYCE. [288,991,418,1066]
old-father-body: We have now opened up twenty-five Cases of Goods, ex "Rupehu," for our GREAT XMAS FAIR, comprising all kinds of Fancy Articles, suitable for PRESENTS, too numerous to mention. Picture Books, Dolls, Toys—the delights of the Children. Splendid value in Cruets, Tea Pots, Cutlery; China Tea Sets, 40 pieces, from 14/6, in the new May Pattern, &c. Please Note.—Every Article is NEW, NOVEL and UNIQUE, and as we are Cash Buyers at Home we cannot be beaten for value. [18,729,193,805]
wool-head: Wool! Wool! [863,600,934,616]
present-list: 1/- Present on 10/- Purchase. 1/6 Present on 15/- Purchase. 2/- Present on 20/- Purchase. 3/- Present on 30/- Purchase. 4/- Present on 40/- Purchase. And so on, in proportion to amount of Purchase. [840,490,957,532]
ten-upwards: 10/- and Upwards [862,468,935,480]
cobbe-para: Buyers of boots and shoes will do well to inspect John Cobbe's immense stock. In addition to his large variety of imported boots, he has this week received a big delivery of the famous "Zealandia" boots and shoes. [18,296,193,329]
alford-town: FEILDING. [404,196,439,205]
xmas-holidays: CHRISTMAS HOLIDAYS. [620,409,775,425]
saddler-head: MATHEW BELFIT, Saddler and Harness-maker, Feilding. [208,1514,273,1540]
happy-xmas-head: A HAPPY CHRISTMAS TO ALL. [59,665,152,674]
carthew-name: W. CARTHEW'S, [355,388,488,408]
bailiff-head-1: Bailiff's Sale. [215,81,266,92]
royal-head: ESTABLISHED 1890. ROYAL HAIRDRESSING SALOON, AND TOBACCONIST, Fergusson Street, Feilding. [848,1045,949,1079]
whisky-para: We can with every confidence recommend Dawson's Perfection Whisky to any who wishes to have Scotch Whisky at its best, as there is no whisky in our opinion so pre-eminently pure and unadulterated.—Advt. [18,260,193,294]
to-everybody: TO EVERYBODY, [644,251,751,267]
classified-ad: WANTED to Sell — First-class Encyclopedia, 24 vols., 2 vols. Index, and other books; Cottage Piano; London and Paris; complete with slides, lyre, and case. Price, £6. Apply STAR Office. [966,786,1096,832]
open-invitation: OPEN INVITATION [597,227,798,253]
fitzgerald-circus: Circus and Menagerie. [51,503,160,516]
land-body: THE undersigned has for sale 4500 acres on the North Island Main Trunk Line of Railway; 800 acres cut and ready for splitting, fencing and building; coach road through property. Price, 30s per acre; 5s per acre cash; balance on mortgage at 5 per cent. T. WATSON, Feilding. [18,982,193,1024]
babcock-head: BABCOCK TESTERS. [72,879,139,888]
sale-3: ON account of whom it may concern, will be sold by public auction, on Saturday, 21st December, instant, at 12 o'clock noon, on the premises known as "Halley's Boardinghouse," Fergusson Street, Feilding, under Distress Warrant issued by G. Arnold against Fabian DeLisle, out of the Palmerston North Magistrate's Court, dated the 23rd day of July, 1895,— One Polo Pony, four years old. [202,512,279,645]
column-5 [836,34,962,1420]
classified-ad: WANTED Known — Carriages of every description made by the very Best Material at G. H. BATTELL'S Coach Factory, Kimbolton Road. [966,943,1096,981]
fancy-goods: FANCY GOODS. [395,427,448,436]
all-invited: ALL INVITED TO INSPECT. NO ONE PRESSED TO BUY. [610,355,785,364]
arrest-title: A Sensational Arrest. [60,36,151,47]
old-father-xmas: OLD FATHER XMAS. [67,718,144,728]
he-is-selling: HE IS SELLING: [647,468,748,484]
classified-ad: WANTED Known—For Sale, 50 forward Steers (3 years old) and 10 Shorthorn Cows. Apply to R. B. CURTIS, Colyton. [966,285,1096,315]
barraud-title: Barraud and Abraham, [212,663,269,685]
nzcf-sub: A SPLENDID STOCK OF BOOTS NOW OPEN FOR INSPECTION, [322,870,521,879]
farmers-coop [564,701,831,853]
at-label: AT [417,379,426,388]
groceries-body: GROCERIES of Best Quality. Fine HAMS AND BACON at Lowest Prices. ASK for our CASH PRICE LIST, published monthly. [564,796,694,822]
bramwell-name: BRAMWELL BROS., [593,1005,802,1031]
united-1: UNITED [615,704,642,713]
